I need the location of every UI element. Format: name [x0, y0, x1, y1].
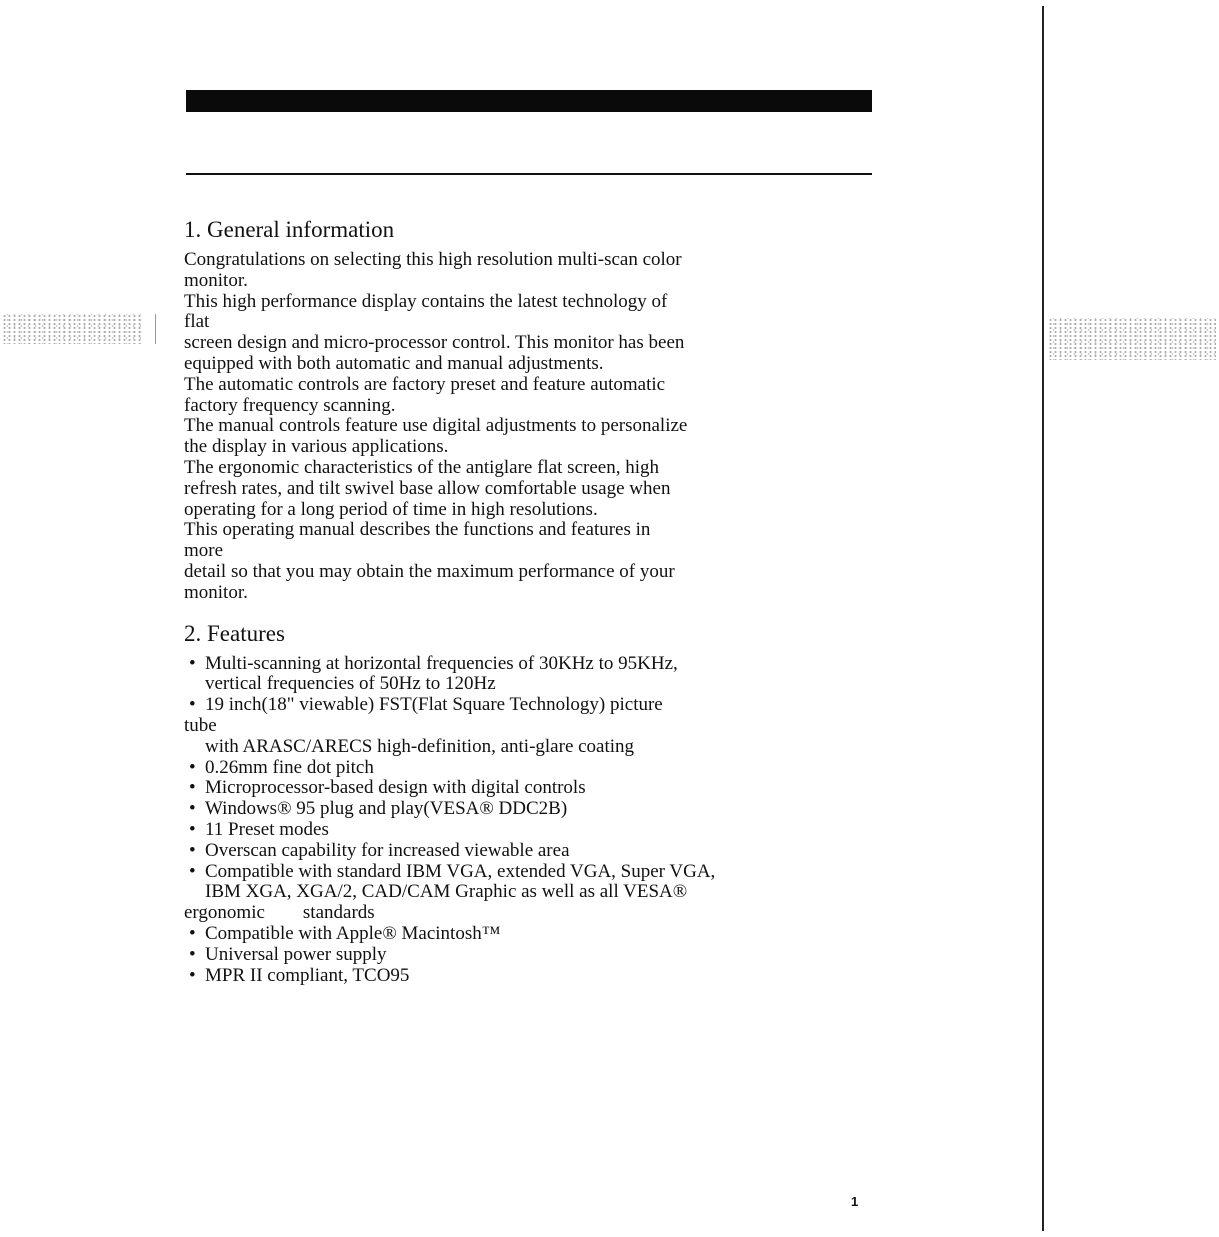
feature-text: • Compatible with Apple® Macintosh™ [205, 922, 501, 944]
text-line: The automatic controls are factory preset and feature automatic [184, 373, 666, 395]
text-line: equipped with both automatic and manual adjustments. [184, 352, 604, 374]
text-line: monitor. [184, 269, 248, 291]
feature-text: • 11 Preset modes [205, 818, 329, 840]
text-line: screen design and micro-processor control. This monitor has been [184, 332, 685, 354]
text-line: factory frequency scanning. [184, 394, 396, 416]
text-line: This high performance display contains the latest technology of [184, 290, 668, 312]
feature-item [184, 778, 884, 799]
feature-continuation: IBM XGA, XGA/2, CAD/CAM Graphic as well as all VESA® [205, 881, 688, 903]
page-content [184, 216, 884, 986]
general-information-text [184, 250, 884, 604]
text-line: operating for a long period of time in high resolutions. [184, 498, 598, 520]
feature-text: • MPR II compliant, TCO95 [205, 964, 410, 986]
feature-continuation: ergonomic standards [184, 902, 375, 924]
text-line: monitor. [184, 581, 248, 603]
text-line: This operating manual describes the functions and features in [184, 519, 651, 541]
feature-text: • Universal power supply [205, 943, 387, 965]
section-heading-features: 2. Features [184, 620, 285, 646]
section-heading-general-information: 1. General information [184, 217, 395, 242]
feature-text: • Windows® 95 plug and play(VESA® DDC2B) [205, 798, 568, 820]
feature-item [184, 758, 884, 779]
page-edge-line [1042, 6, 1044, 1231]
feature-item [184, 966, 884, 987]
feature-item [184, 841, 884, 862]
feature-item [184, 695, 884, 716]
feature-text: • 0.26mm fine dot pitch [205, 756, 374, 778]
feature-text: • Overscan capability for increased viewable area [205, 839, 570, 861]
feature-continuation: with ARASC/ARECS high-definition, anti-glare coating [205, 735, 635, 757]
text-line: detail so that you may obtain the maximum performance of your [184, 560, 675, 582]
text-line: the display in various applications. [184, 436, 449, 458]
text-line: The ergonomic characteristics of the antiglare flat screen, high [184, 456, 659, 478]
scan-noise-left [2, 314, 142, 344]
page-number: 1 [851, 1194, 859, 1209]
feature-item [184, 654, 884, 675]
feature-text: • Microprocessor-based design with digital controls [205, 777, 586, 799]
feature-item [184, 945, 884, 966]
feature-text: • 19 inch(18" viewable) FST(Flat Square Technology) picture [205, 694, 663, 716]
feature-item [184, 820, 884, 841]
text-line: flat [184, 311, 210, 333]
scan-noise-right [1048, 318, 1216, 360]
features-list [184, 654, 884, 987]
scan-mark [155, 314, 156, 344]
feature-continuation: vertical frequencies of 50Hz to 120Hz [205, 673, 496, 695]
text-line: The manual controls feature use digital adjustments to personalize [184, 415, 688, 437]
feature-continuation: tube [184, 714, 217, 736]
text-line: more [184, 540, 224, 562]
feature-text: • Multi-scanning at horizontal frequencies of 30KHz to 95KHz, [205, 652, 678, 674]
feature-item [184, 862, 884, 883]
header-rule [186, 173, 872, 175]
feature-item [184, 799, 884, 820]
header-bar [186, 90, 872, 112]
feature-item [184, 924, 884, 945]
feature-text: • Compatible with standard IBM VGA, extended VGA, Super VGA, [205, 860, 716, 882]
text-line: refresh rates, and tilt swivel base allow comfortable usage when [184, 477, 671, 499]
text-line: Congratulations on selecting this high resolution multi-scan color [184, 249, 682, 270]
